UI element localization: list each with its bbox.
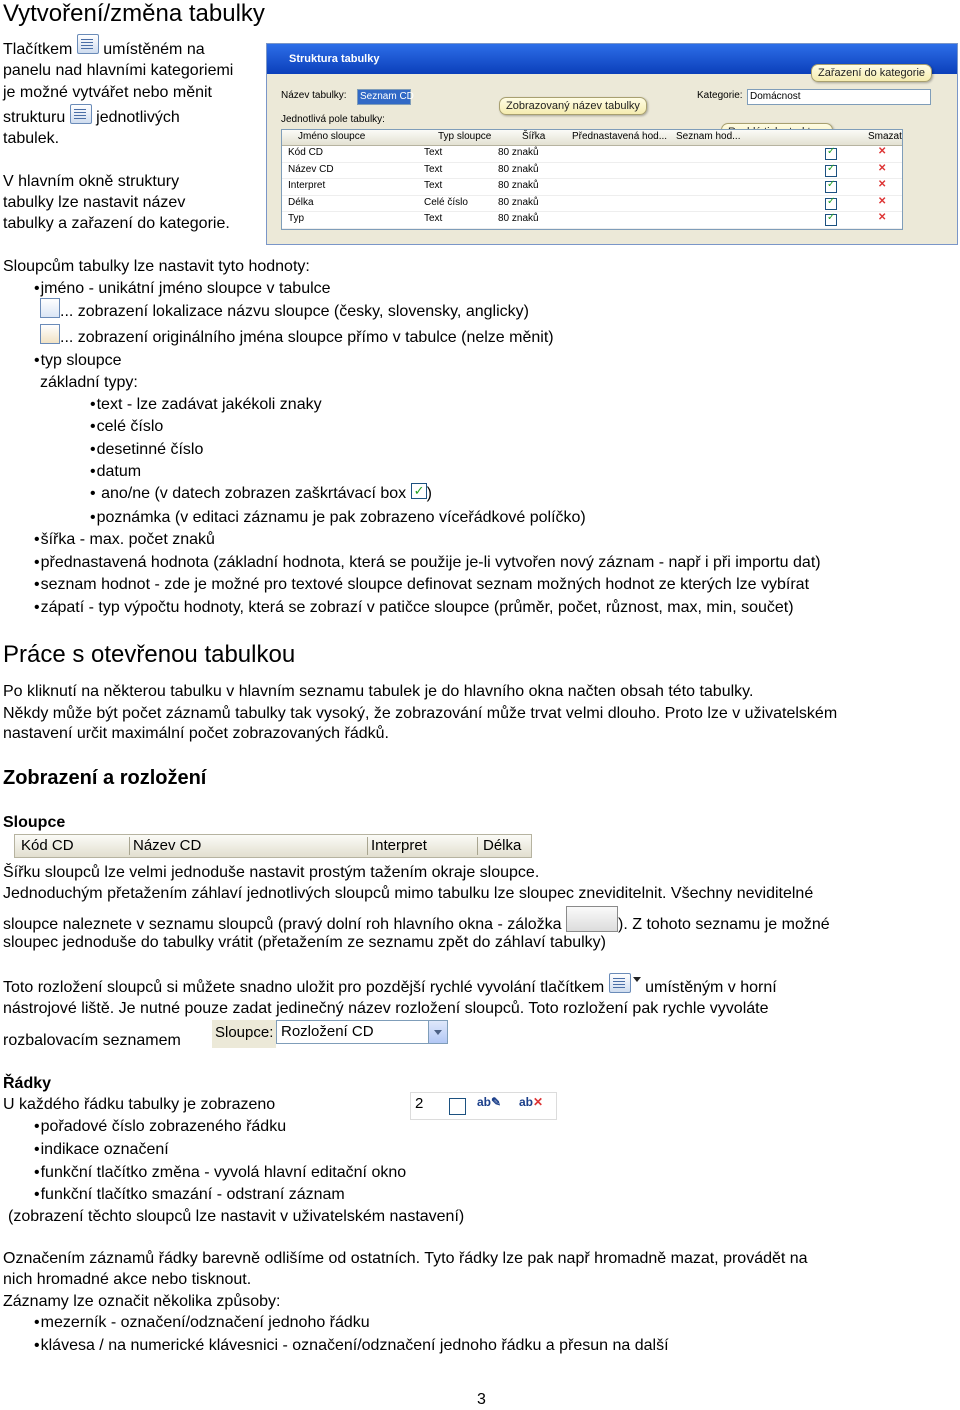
column-divider[interactable] [477,837,478,855]
open-p3: nastavení určit maximální počet zobrazovaných řádků. [3,725,389,742]
layout-p6: nástrojové liště. Je nutné pouze zadat jedinečný název rozložení sloupců. Toto rozložení pak rychle vyvoláte [3,1000,769,1017]
layout-p5: Toto rozložení sloupců si můžete snadno uložit pro pozdější rychlé vyvolání tlačítkem umístěným v horní [3,978,777,998]
column-divider[interactable] [129,837,130,855]
intro-line-5: tabulek. [3,130,60,147]
layout-p2: Jednoduchým přetažením záhlaví jednotlivých sloupců mimo tabulku lze sloupec zneviditelnit. Všechny neviditelné [3,885,814,902]
row-indicator-strip [410,1092,557,1120]
type-boolean: • ano/ne (v datech zobrazen zaškrtávací box ✓ ) [90,484,432,504]
table-name-label: Název tabulky: [281,90,347,101]
original-name-line: ... zobrazení originálního jména sloupce přímo v tabulce (nelze měnit) [40,328,554,348]
rows-bullet-3: • funkční tlačítko změna - vyvolá hlavní editační okno [34,1163,406,1183]
col-delete-header[interactable]: Smazat [868,131,902,142]
bullet-list: • seznam hodnot - zde je možné pro textové sloupce definovat seznam možných hodnot ze kterých lze vybírat [34,575,809,595]
col-header-interpret[interactable]: Interpret [371,837,427,854]
type-memo: • poznámka (v editaci záznamu je pak zobrazeno víceřádkové políčko) [90,508,586,528]
intro-line-2: panelu nad hlavními kategoriemi [3,62,234,79]
rows-heading: Řádky [3,1075,52,1092]
rows-p1: U každého řádku tabulky je zobrazeno [3,1096,276,1113]
rows-note: (zobrazení těchto sloupců lze nastavit v uživatelském nastavení) [8,1208,465,1225]
delete-icon[interactable] [878,198,888,208]
col-header-code[interactable]: Kód CD [21,837,74,854]
page-title: Vytvoření/změna tabulky [3,0,265,27]
rows-p2: Označením záznamů řádky barevně odlišíme od ostatních. Tyto řádky lze pak např hromadně mazat, provádět na [3,1250,808,1267]
rows-p3: nich hromadné akce nebo tisknout. [3,1271,252,1288]
table-row[interactable]: Typ Text 80 znaků ✓ ✕ [282,212,902,229]
checkbox-icon[interactable] [825,198,837,210]
basic-types-label: základní typy: [40,374,138,391]
intro-line-1: Tlačítkem umístěném na [3,40,205,60]
type-integer: • celé číslo [90,417,163,437]
mark-checkbox-icon[interactable] [449,1098,466,1115]
col-width-header[interactable]: Šířka [522,131,546,142]
bullet-width: • šířka - max. počet znaků [34,530,215,550]
columns-subheading: Sloupce [3,814,66,831]
checkbox-icon[interactable] [825,148,837,160]
type-decimal: • desetinné číslo [90,440,203,460]
rows-p4: Záznamy lze označit několika způsoby: [3,1293,281,1310]
fields-label: Jednotlivá pole tabulky: [281,114,385,125]
delete-icon[interactable]: ab✕ [519,1095,544,1109]
intro-line-4: strukturu jednotlivých [3,108,180,128]
grid-header [282,130,902,146]
checkbox-icon[interactable] [825,214,837,226]
layout-combo-select[interactable]: Rozložení CD [276,1020,448,1044]
row-number: 2 [415,1095,424,1112]
chevron-down-icon[interactable] [428,1021,447,1043]
table-row[interactable]: Interpret Text 80 znaků ✓ ✕ [282,179,902,196]
rows-bullet-4: • funkční tlačítko smazání - odstraní záznam [34,1185,345,1205]
rows-bullet-1: • pořadové číslo zobrazeného řádku [34,1117,286,1137]
intro-line-3: je možné vytvářet nebo měnit [3,84,212,101]
mark-method-1: • mezerník - označení/odznačení jednoho řádku [34,1313,370,1333]
layout-combo-label: Sloupce: [212,1020,276,1048]
col-list-header[interactable]: Seznam hod... [676,131,741,142]
delete-icon[interactable] [878,181,888,191]
bullet-type: • typ sloupce [34,351,122,371]
delete-icon[interactable] [878,148,888,158]
intro-line-7: tabulky lze nastavit název [3,194,186,211]
edit-structure-icon [70,104,92,124]
layout-p3: sloupce naleznete v seznamu sloupců (pravý dolní roh hlavního okna - záložka ). Z tohoto seznamu je možné [3,912,830,938]
col-type-header[interactable]: Typ sloupce [438,131,492,142]
columns-intro: Sloupcům tabulky lze nastavit tyto hodnoty: [3,258,310,275]
open-p1: Po kliknutí na některou tabulku v hlavním seznamu tabulek je do hlavního okna načten obsah této tabulky. [3,683,754,700]
bullet-footer: • zápatí - typ výpočtu hodnoty, která se zobrazí v patičce sloupce (průměr, počet, různost, max, min, součet) [34,598,794,618]
table-structure-icon [77,34,99,54]
layout-p7: rozbalovacím seznamem [3,1032,181,1049]
page-number: 3 [477,1391,486,1408]
delete-icon[interactable] [878,214,888,224]
bullet-name: • jméno - unikátní jméno sloupce v tabulce [34,279,331,299]
localization-line: ... zobrazení lokalizace názvu sloupce (česky, slovensky, anglicky) [40,302,529,322]
column-header-strip [14,834,532,858]
layout-p1: Šířku sloupců lze velmi jednoduše nastavit prostým tažením okraje sloupce. [3,864,540,881]
layout-p4: sloupec jednoduše do tabulky vrátit (přetažením ze seznamu zpět do záhlaví tabulky) [3,934,606,951]
type-date: • datum [90,462,141,482]
mark-method-2: • klávesa / na numerické klávesnici - označení/odznačení jednoho řádku a přesun na další [34,1336,669,1356]
checkbox-icon[interactable] [825,181,837,193]
col-default-header[interactable]: Přednastavená hod... [572,131,668,142]
callout-category: Zařazení do kategorie [811,64,932,82]
checkbox-icon[interactable] [825,165,837,177]
table-name-input[interactable]: Seznam CD [357,89,411,105]
category-label: Kategorie: [697,90,743,101]
col-header-name[interactable]: Název CD [133,837,202,854]
column-divider[interactable] [367,837,368,855]
type-text: • text - lze zadávat jakékoli znaky [90,395,322,415]
col-name-header[interactable]: Jméno sloupce [298,131,366,142]
col-header-length[interactable]: Délka [483,837,522,854]
column-list-tab-icon [566,906,618,932]
intro-line-6: V hlavním okně struktury [3,173,180,190]
delete-icon[interactable] [878,165,888,175]
edit-icon[interactable]: ab✎ [477,1095,502,1109]
table-row[interactable]: Délka Celé číslo 80 znaků ✓ ✕ [282,196,902,213]
rows-bullet-2: • indikace označení [34,1140,169,1160]
window-title-bar: Struktura tabulky [267,44,957,74]
table-row[interactable]: Název CD Text 80 znaků ✓ ✕ [282,163,902,180]
category-select[interactable]: Domácnost [747,89,931,105]
checkbox-icon [411,483,427,499]
bullet-default: • přednastavená hodnota (základní hodnota, která se použije je-li vytvořen nový záznam - např i při importu dat) [34,553,821,573]
save-layout-icon [609,973,631,993]
open-p2: Někdy může být počet záznamů tabulky tak vysoký, že zobrazování může trvat velmi dlouho. Proto lze v uživatelském [3,705,838,722]
callout-table-name: Zobrazovaný název tabulky [499,97,647,115]
fields-grid [281,129,903,230]
original-name-icon [40,324,60,344]
checkmark-icon: ✓ [413,482,425,498]
table-row[interactable]: Kód CD Text 80 znaků ✓ ✕ [282,146,902,163]
intro-line-8: tabulky a zařazení do kategorie. [3,215,230,232]
layout-heading: Zobrazení a rozložení [3,767,207,789]
dropdown-arrow-icon [631,977,641,987]
open-table-heading: Práce s otevřenou tabulkou [3,641,296,668]
localization-icon [40,298,60,318]
table-structure-window-screenshot [266,43,958,245]
